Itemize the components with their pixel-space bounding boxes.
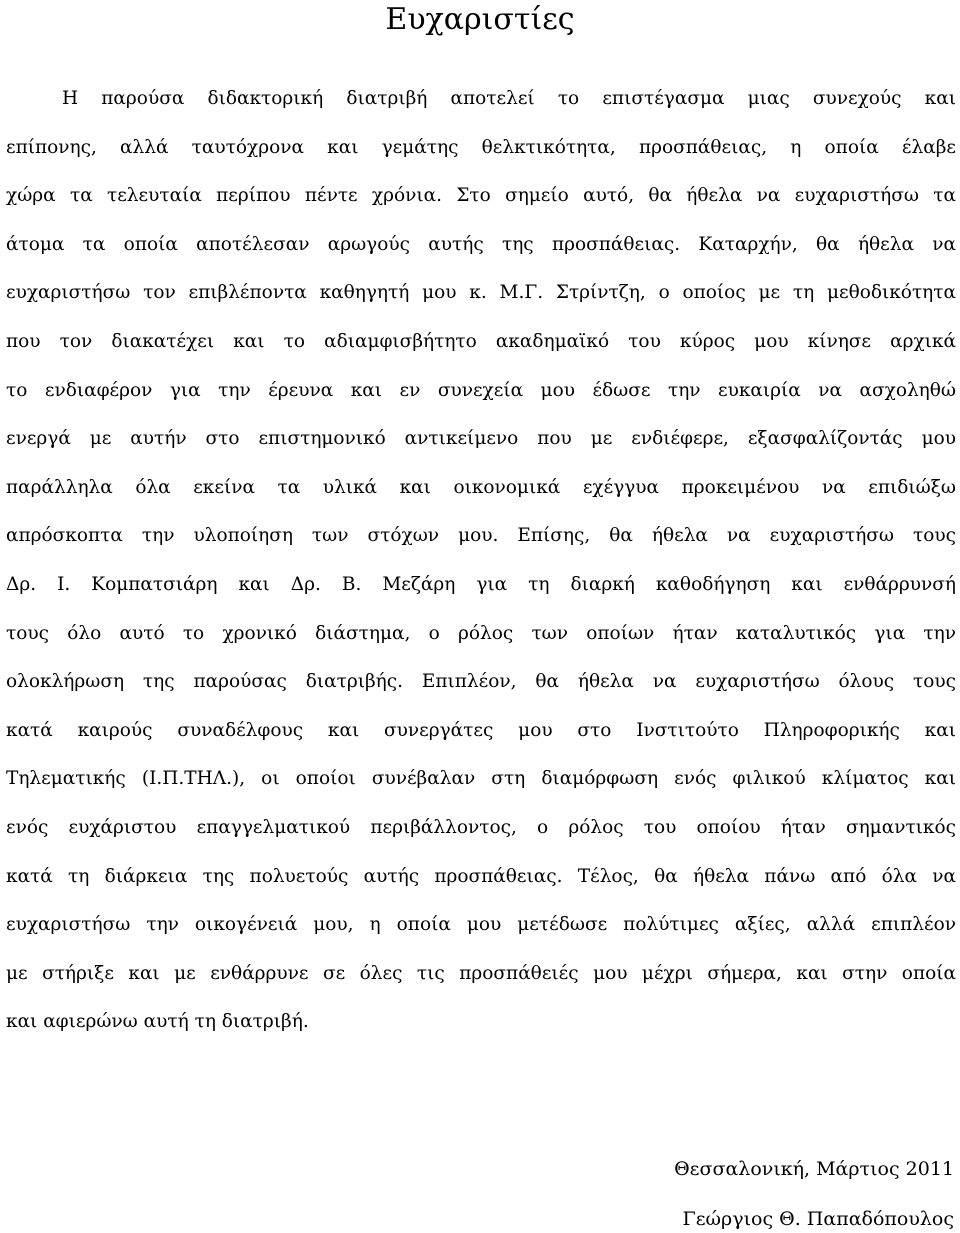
paragraph-line: χώρα τα τελευταία περίπου πέντε χρόνια. Στο σημείο αυτό, θα ήθελα να ευχαριστήσω τα [6,185,956,207]
paragraph-line: απρόσκοπτα την υλοποίηση των στόχων μου. Επίσης, θα ήθελα να ευχαριστήσω τους [6,525,956,547]
paragraph-line: Τηλεματικής (Ι.Π.ΤΗΛ.), οι οποίοι συνέβαλαν στη διαμόρφωση ενός φιλικού κλίματος και [6,768,956,790]
paragraph-line: το ενδιαφέρον για την έρευνα και εν συνεχεία μου έδωσε την ευκαιρία να ασχοληθώ [6,379,956,401]
paragraph-line: με στήριξε και με ενθάρρυνε σε όλες τις προσπάθειές μου μέχρι σήμερα, και στην οποία [6,962,956,984]
paragraph-line: ευχαριστήσω τον επιβλέποντα καθηγητή μου κ. Μ.Γ. Στρίντζη, ο οποίος με τη μεθοδικότητα [6,282,956,304]
page-title: Ευχαριστίες [385,2,575,37]
paragraph-line: Δρ. Ι. Κομπατσιάρη και Δρ. Β. Μεζάρη για τη διαρκή καθοδήγηση και ενθάρρυνσή [6,573,956,595]
paragraph-line: ενεργά με αυτήν στο επιστημονικό αντικείμενο που με ενδιέφερε, εξασφαλίζοντάς μου [6,428,956,450]
paragraph-line: ευχαριστήσω την οικογένειά μου, η οποία μου μετέδωσε πολύτιμες αξίες, αλλά επιπλέον [6,914,956,936]
paragraph-line: κατά τη διάρκεια της πολυετούς αυτής προσπάθειας. Τέλος, θα ήθελα πάνω από όλα να [6,865,956,887]
paragraph-line: παράλληλα όλα εκείνα τα υλικά και οικονομικά εχέγγυα προκειμένου να επιδιώξω [6,476,956,498]
acknowledgements-paragraph [6,75,956,1047]
paragraph-line: κατά καιρούς συναδέλφους και συνεργάτες μου στο Ινστιτούτο Πληροφορικής και [6,719,956,741]
paragraph-line: τους όλο αυτό το χρονικό διάστημα, ο ρόλος των οποίων ήταν καταλυτικός για την [6,622,956,644]
paragraph-line: επίπονης, αλλά ταυτόχρονα και γεμάτης θελκτικότητα, προσπάθειας, η οποία έλαβε [6,136,956,158]
place-and-date: Θεσσαλονική, Μάρτιος 2011 [674,1158,954,1180]
paragraph-line: και αφιερώνω αυτή τη διατριβή. [6,1011,309,1033]
paragraph-line: ενός ευχάριστου επαγγελματικού περιβάλλοντος, ο ρόλος του οποίου ήταν σημαντικός [6,816,956,838]
paragraph-line: ολοκλήρωση της παρούσας διατριβής. Επιπλέον, θα ήθελα να ευχαριστήσω όλους τους [6,671,956,693]
paragraph-line: που τον διακατέχει και το αδιαμφισβήτητο ακαδημαϊκό του κύρος μου κίνησε αρχικά [6,330,956,352]
paragraph-line: άτομα τα οποία αποτέλεσαν αρωγούς αυτής της προσπάθειας. Καταρχήν, θα ήθελα να [6,233,956,255]
paragraph-line: Η παρούσα διδακτορική διατριβή αποτελεί το επιστέγασμα μιας συνεχούς και [62,88,956,109]
author-name: Γεώργιος Θ. Παπαδόπουλος [682,1208,954,1230]
